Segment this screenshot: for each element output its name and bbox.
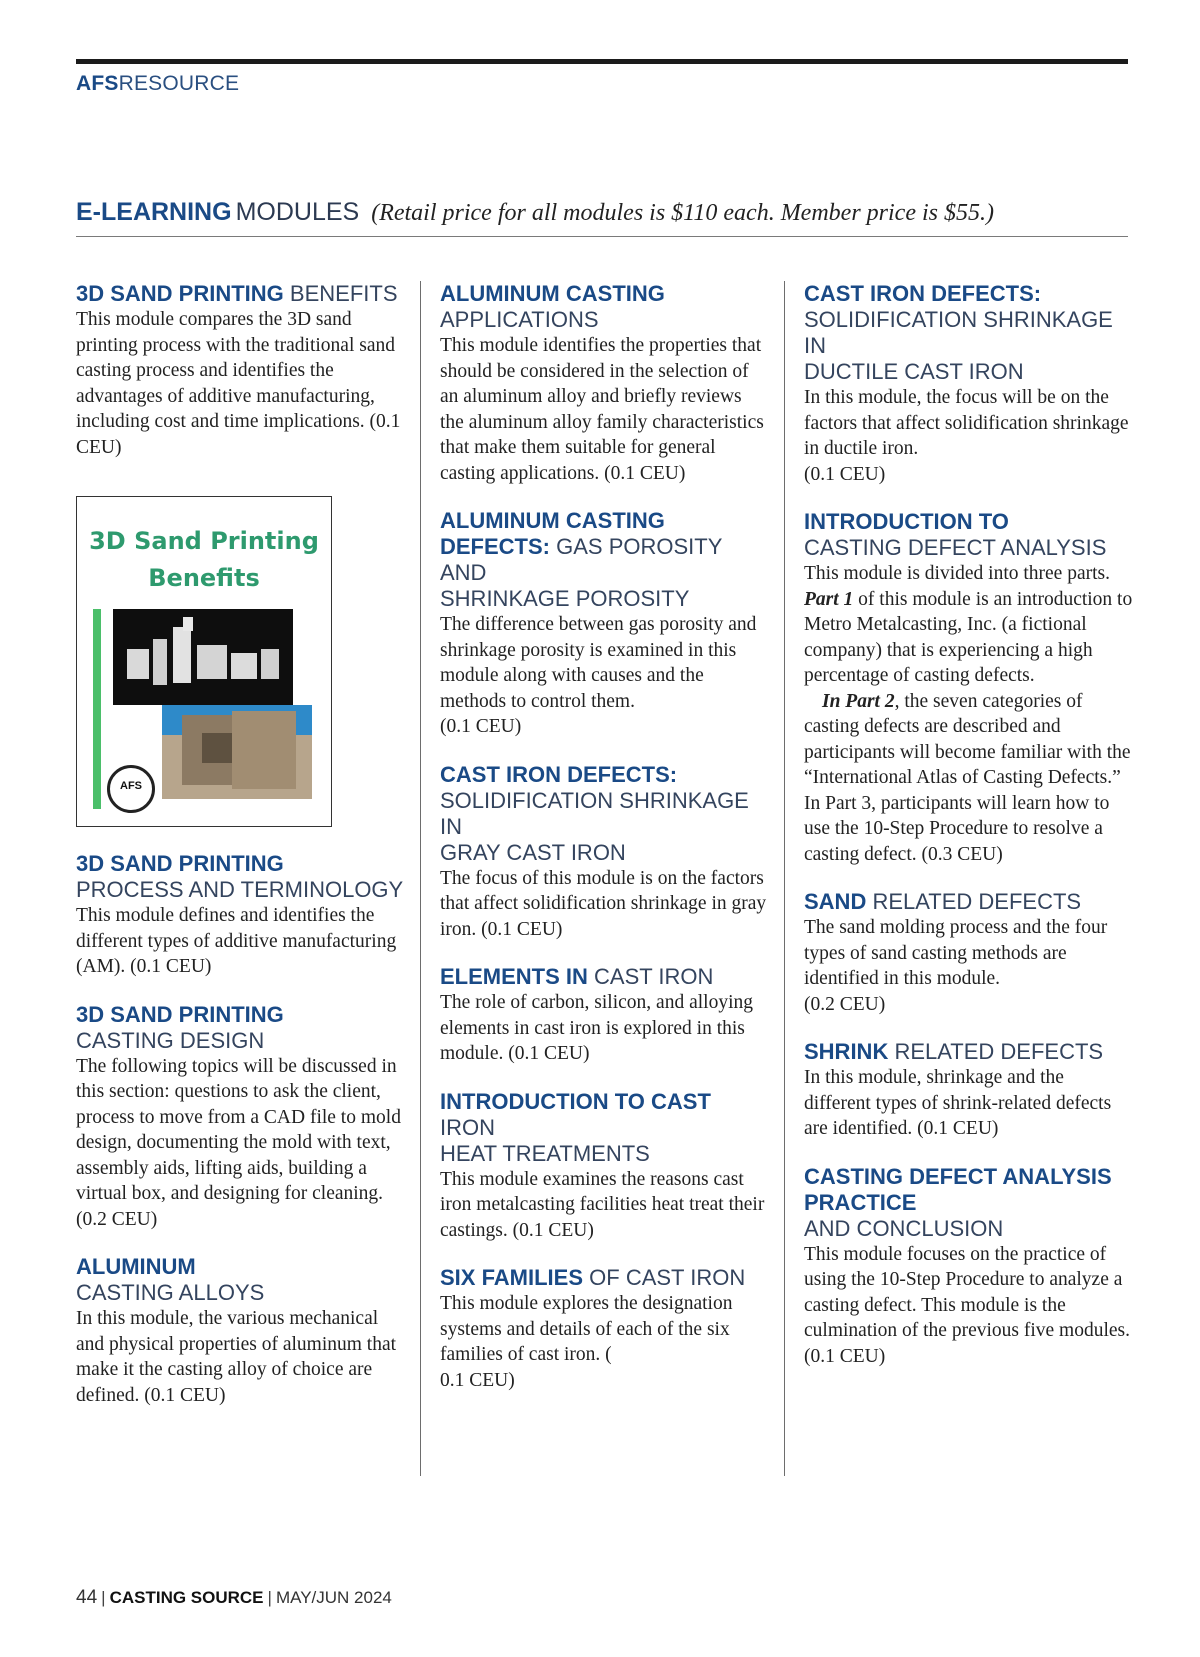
price-note: (Retail price for all modules is $110 each. Member price is $55.) bbox=[371, 200, 994, 226]
module-entry bbox=[440, 1265, 770, 1393]
printed-parts-photo bbox=[113, 609, 293, 705]
module-description: This module examines the reasons cast iron metalcasting facilities heat treat their castings. (0.1 CEU) bbox=[440, 1168, 765, 1241]
section-rule bbox=[76, 236, 1128, 237]
module-description: The sand molding process and the four types of sand casting methods are identified in this module. (0.2 CEU) bbox=[804, 917, 1108, 1015]
module-description: This module identifies the properties that should be considered in the selection of an aluminum alloy and briefly reviews the aluminum alloy family characteristics that make them suitable for general casting applications. (0.1 CEU) bbox=[440, 335, 764, 484]
module-entry bbox=[804, 1164, 1134, 1370]
module-entry bbox=[440, 762, 770, 943]
module-entry bbox=[804, 1039, 1134, 1142]
module-entry bbox=[440, 281, 770, 486]
module-entry bbox=[440, 508, 770, 740]
brand-light: RESOURCE bbox=[118, 72, 240, 95]
module-title: 3D SAND PRINTING CASTING DESIGN bbox=[76, 1001, 284, 1053]
module-cover-image bbox=[76, 496, 332, 827]
section-brand bbox=[76, 72, 239, 96]
module-entry bbox=[804, 889, 1134, 1017]
module-entry bbox=[440, 964, 770, 1067]
module-title: CASTING DEFECT ANALYSIS PRACTICE AND CONCLUSION bbox=[804, 1163, 1112, 1241]
module-description: The focus of this module is on the factors that affect solidification shrinkage in gray iron. (0.1 CEU) bbox=[440, 867, 767, 940]
module-description: The difference between gas porosity and shrinkage porosity is examined in this module along with causes and the methods to control them. (0.1 CEU) bbox=[440, 614, 757, 737]
module-title: ALUMINUM CASTING APPLICATIONS bbox=[440, 281, 665, 332]
module-entry bbox=[76, 851, 411, 980]
issue-date: MAY/JUN 2024 bbox=[275, 1588, 392, 1607]
column-divider bbox=[420, 281, 421, 1476]
section-name: MODULES bbox=[235, 198, 360, 226]
module-description: In this module, the focus will be on the factors that affect solidification shrinkage in ductile iron. (0.1 CEU) bbox=[804, 387, 1129, 485]
cover-accent-strip bbox=[93, 609, 101, 809]
module-description: The role of carbon, silicon, and alloying elements in cast iron is explored in this module. (0.1 CEU) bbox=[440, 992, 753, 1064]
module-description: The following topics will be discussed in this section: questions to ask the client, process to move from a CAD file to mold design, documenting the mold with text, assembly aids, lifting aids, building a virtual box, and designing for cleaning. (0.2 CEU) bbox=[76, 1055, 401, 1230]
section-keyword: E-LEARNING bbox=[76, 198, 232, 226]
header-rule bbox=[76, 59, 1128, 64]
afs-seal-icon: AFS bbox=[107, 765, 155, 813]
module-entry bbox=[804, 509, 1134, 867]
column-2 bbox=[440, 281, 770, 1415]
module-entry bbox=[76, 1002, 411, 1233]
module-description: This module compares the 3D sand printing process with the traditional sand casting process and identifies the advantages of additive manufacturing, including cost and time implications. (0.1 CEU) bbox=[76, 309, 401, 458]
cover-title: 3D Sand Printing Benefits bbox=[89, 527, 319, 592]
module-description: In this module, shrinkage and the different types of shrink-related defects are identified. (0.1 CEU) bbox=[804, 1067, 1112, 1139]
module-description: This module focuses on the practice of using the 10-Step Procedure to analyze a casting defect. This module is the culmination of the previous five modules. (0.1 CEU) bbox=[804, 1243, 1131, 1367]
sand-mold-photo bbox=[162, 705, 312, 799]
page-footer: 44 | CASTING SOURCE | MAY/JUN 2024 bbox=[76, 1587, 392, 1608]
module-title: ELEMENTS IN CAST IRON bbox=[440, 964, 714, 989]
module-entry bbox=[76, 281, 411, 460]
module-title: SAND RELATED DEFECTS bbox=[804, 889, 1082, 914]
module-title: ALUMINUM CASTING DEFECTS: GAS POROSITY AND SHRINKAGE POROSITY bbox=[440, 508, 722, 611]
module-entry bbox=[440, 1089, 770, 1244]
module-title: ALUMINUM CASTING ALLOYS bbox=[76, 1254, 265, 1305]
module-title: 3D SAND PRINTING PROCESS AND TERMINOLOGY bbox=[76, 851, 404, 902]
column-1 bbox=[76, 281, 411, 1430]
module-entry bbox=[804, 281, 1134, 487]
module-title: INTRODUCTION TO CASTING DEFECT ANALYSIS bbox=[804, 509, 1107, 560]
module-entry bbox=[76, 1254, 411, 1408]
module-title: 3D SAND PRINTING BENEFITS bbox=[76, 281, 398, 306]
column-divider bbox=[784, 281, 785, 1476]
page-number: 44 bbox=[76, 1587, 98, 1608]
column-3 bbox=[804, 281, 1134, 1391]
magazine-name: CASTING SOURCE bbox=[109, 1588, 264, 1607]
section-heading bbox=[76, 198, 1128, 227]
brand-bold: AFS bbox=[76, 72, 119, 95]
module-title: SHRINK RELATED DEFECTS bbox=[804, 1039, 1104, 1064]
module-title: INTRODUCTION TO CAST IRON HEAT TREATMENTS bbox=[440, 1088, 711, 1166]
module-title: CAST IRON DEFECTS: SOLIDIFICATION SHRINKAGE IN GRAY CAST IRON bbox=[440, 761, 749, 865]
module-description: In this module, the various mechanical and physical properties of aluminum that make it the casting alloy of choice are defined. (0.1 CEU) bbox=[76, 1308, 397, 1406]
module-description: This module defines and identifies the different types of additive manufacturing (AM). (0.1 CEU) bbox=[76, 905, 397, 977]
module-description: This module is divided into three parts. Part 1 of this module is an introduction to Metro Metalcasting, Inc. (a fictional company) that is experiencing a high percentage of casting defects. In Part 2, the seven categories of casting defects are described and participants will become familiar with the “International Atlas of Casting Defects.” In Part 3, participants will learn how to use the 10-Step Procedure to resolve a casting defect. (0.3 CEU) bbox=[804, 563, 1133, 865]
module-title: SIX FAMILIES OF CAST IRON bbox=[440, 1265, 746, 1290]
module-title: CAST IRON DEFECTS: SOLIDIFICATION SHRINKAGE IN DUCTILE CAST IRON bbox=[804, 281, 1113, 384]
module-description: This module explores the designation systems and details of each of the six families of cast iron. ( 0.1 CEU) bbox=[440, 1293, 733, 1391]
